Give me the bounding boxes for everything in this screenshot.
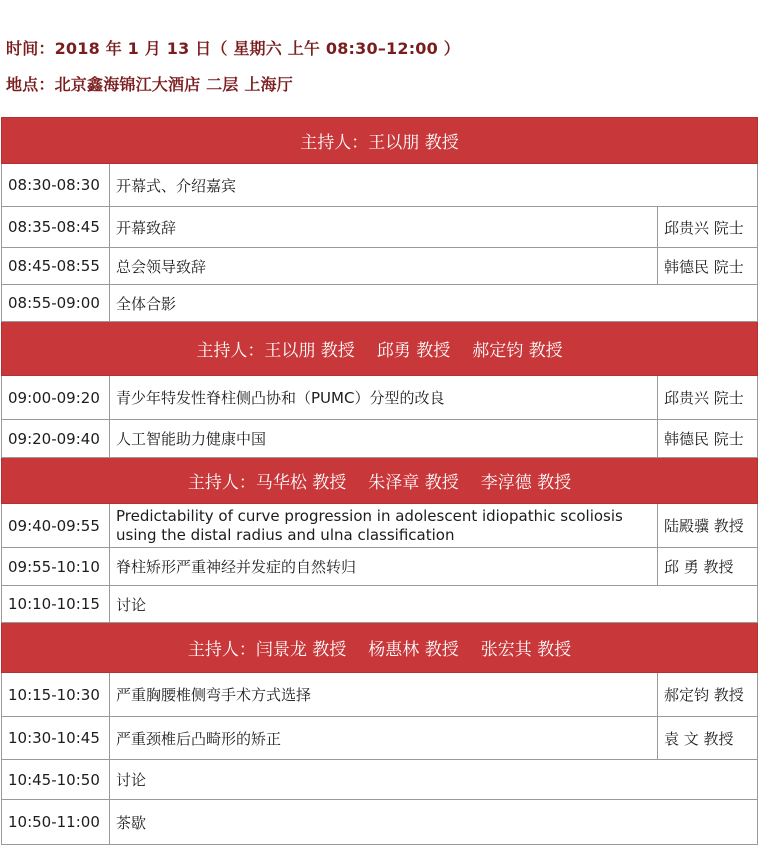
speaker: 陆殿骥 教授 (657, 504, 757, 548)
time-slot: 09:00-09:20 (2, 376, 110, 420)
time-slot: 09:40-09:55 (2, 504, 110, 548)
host-name: 李淳德 教授 (480, 473, 572, 493)
speaker: 韩德民 院士 (657, 248, 757, 285)
schedule-row (2, 207, 758, 248)
speaker: 邱贵兴 院士 (657, 376, 757, 420)
schedule-row (2, 248, 758, 285)
talk-title: 讨论 (110, 586, 758, 623)
host-names (2, 458, 758, 504)
talk-title: 总会领导致辞 (110, 248, 658, 285)
schedule-row (2, 586, 758, 623)
meeting-location: 地点：北京鑫海锦江大酒店 二层 上海厅 (6, 75, 293, 94)
host-name: 朱泽章 教授 (368, 473, 459, 493)
schedule-table (1, 117, 758, 845)
time-slot: 10:30-10:45 (2, 717, 110, 760)
schedule-row (2, 164, 758, 207)
time-slot: 10:45-10:50 (2, 760, 110, 800)
speaker: 韩德民 院士 (657, 420, 757, 458)
schedule-row (2, 504, 758, 548)
talk-title: 严重颈椎后凸畸形的矫正 (110, 717, 658, 760)
talk-title: 严重胸腰椎侧弯手术方式选择 (110, 673, 658, 717)
time-slot: 08:45-08:55 (2, 248, 110, 285)
time-slot: 10:50-11:00 (2, 800, 110, 845)
host-names (2, 623, 758, 673)
talk-title: Predictability of curve progression in adolescent idiopathic scoliosis using the distal radius and ulna classification (110, 504, 658, 548)
host-name: 主持人：王以朋 教授 (300, 133, 459, 153)
host-names (2, 118, 758, 164)
host-name: 主持人：闫景龙 教授 (187, 640, 347, 660)
host-name: 主持人：马华松 教授 (187, 473, 347, 493)
time-slot: 09:20-09:40 (2, 420, 110, 458)
speaker: 邱贵兴 院士 (657, 207, 757, 248)
talk-title: 脊柱矫形严重神经并发症的自然转归 (110, 548, 658, 586)
talk-title: 开幕式、介绍嘉宾 (110, 164, 758, 207)
time-slot: 08:55-09:00 (2, 285, 110, 322)
talk-title: 全体合影 (110, 285, 758, 322)
host-bar (2, 623, 758, 673)
talk-title: 茶歇 (110, 800, 758, 845)
host-name: 邱勇 教授 (376, 341, 451, 361)
schedule-row (2, 800, 758, 845)
speaker: 邱 勇 教授 (657, 548, 757, 586)
schedule-row (2, 376, 758, 420)
time-slot: 10:10-10:15 (2, 586, 110, 623)
host-name: 杨惠林 教授 (368, 640, 459, 660)
talk-title: 开幕致辞 (110, 207, 658, 248)
meeting-time: 时间：2018 年 1 月 13 日（ 星期六 上午 08:30–12:00 ） (6, 39, 460, 58)
schedule-row (2, 285, 758, 322)
host-name: 张宏其 教授 (480, 640, 572, 660)
speaker: 郝定钧 教授 (657, 673, 757, 717)
time-slot: 09:55-10:10 (2, 548, 110, 586)
schedule-row (2, 420, 758, 458)
time-slot: 10:15-10:30 (2, 673, 110, 717)
speaker: 袁 文 教授 (657, 717, 757, 760)
host-name: 主持人：王以朋 教授 (196, 341, 355, 361)
talk-title: 讨论 (110, 760, 758, 800)
host-bar (2, 322, 758, 376)
talk-title: 青少年特发性脊柱侧凸协和（PUMC）分型的改良 (110, 376, 658, 420)
talk-title: 人工智能助力健康中国 (110, 420, 658, 458)
time-slot: 08:30-08:30 (2, 164, 110, 207)
schedule-row (2, 717, 758, 760)
host-names (2, 322, 758, 376)
time-slot: 08:35-08:45 (2, 207, 110, 248)
host-name: 郝定钧 教授 (472, 341, 563, 361)
schedule-row (2, 548, 758, 586)
host-bar (2, 118, 758, 164)
host-bar (2, 458, 758, 504)
schedule-row (2, 760, 758, 800)
schedule-row (2, 673, 758, 717)
